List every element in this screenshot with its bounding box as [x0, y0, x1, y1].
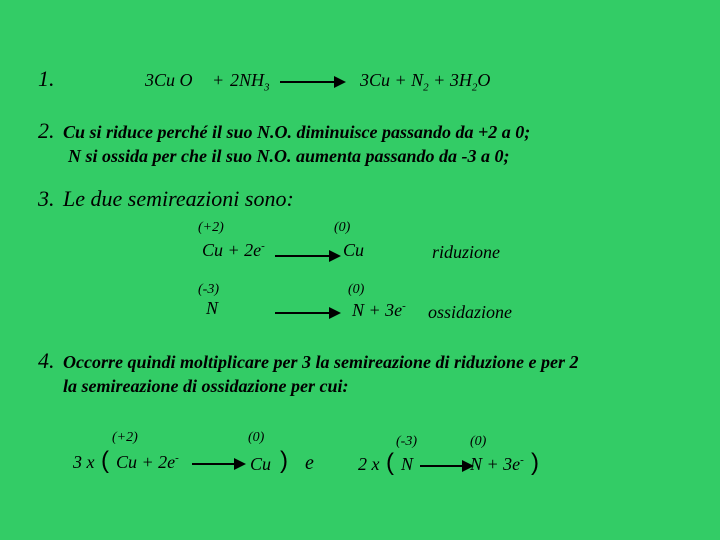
item-1-number: 1. [38, 66, 55, 91]
eq4-left-a: Cu + 2e- [116, 452, 179, 472]
eq4-conjunction: e [305, 452, 314, 474]
item-3-number: 3. [38, 186, 55, 211]
oxidation-left: N [206, 298, 219, 318]
eq4-left-b: N [401, 454, 414, 474]
item-2-number: 2. [38, 118, 55, 143]
eq1-arrow [280, 81, 344, 83]
item-2-line-2: N si ossida per che il suo N.O. aumenta passando da -3 a 0; [68, 146, 510, 166]
reduction-label: riduzione [432, 242, 501, 262]
reduction-ox-right: (0) [334, 220, 351, 235]
eq1-plus: + [212, 70, 225, 90]
eq4-close-paren-a: ) [280, 447, 288, 474]
oxidation-ox-left: (-3) [198, 282, 219, 297]
eq4-arrow-b [420, 465, 472, 467]
item-4-number: 4. [38, 348, 55, 373]
eq4-close-paren-b: ) [531, 449, 539, 476]
eq4-ox-b: (0) [248, 430, 265, 445]
reduction-ox-left: (+2) [198, 220, 224, 235]
reduction-left: Cu + 2e- [202, 240, 265, 260]
item-3-heading: Le due semireazioni sono: [63, 186, 294, 211]
oxidation-label: ossidazione [428, 302, 513, 322]
eq4-ox-a: (+2) [112, 430, 138, 445]
eq4-right-b: N + 3e- [470, 454, 524, 474]
oxidation-ox-right: (0) [348, 282, 365, 297]
eq1-reactant-cuo: 3Cu O [145, 70, 193, 90]
eq4-coef-a: 3 x [73, 452, 95, 472]
item-4-line-1: Occorre quindi moltiplicare per 3 la semireazione di riduzione e per 2 [63, 352, 579, 372]
eq4-right-a: Cu [250, 454, 272, 474]
oxidation-arrow [275, 312, 339, 314]
eq1-products: $3Cu + N_2 + 3H_2O$ [360, 70, 491, 94]
eq4-ox-c: (-3) [396, 434, 417, 449]
eq4-coef-b: 2 x [358, 454, 380, 474]
eq4-open-paren-b: ( [386, 449, 394, 476]
eq4-ox-d: (0) [470, 434, 487, 449]
reduction-right: Cu [343, 240, 365, 260]
reduction-arrow [275, 255, 339, 257]
eq1-reactant-nh3: $2NH_3$ [230, 70, 270, 94]
oxidation-right: N + 3e- [352, 300, 406, 320]
eq4-arrow-a [192, 463, 244, 465]
item-2-line-1: Cu si riduce perché il suo N.O. diminuisce passando da +2 a 0; [63, 122, 531, 142]
eq4-open-paren-a: ( [101, 447, 109, 474]
item-4-line-2: la semireazione di ossidazione per cui: [63, 376, 349, 396]
